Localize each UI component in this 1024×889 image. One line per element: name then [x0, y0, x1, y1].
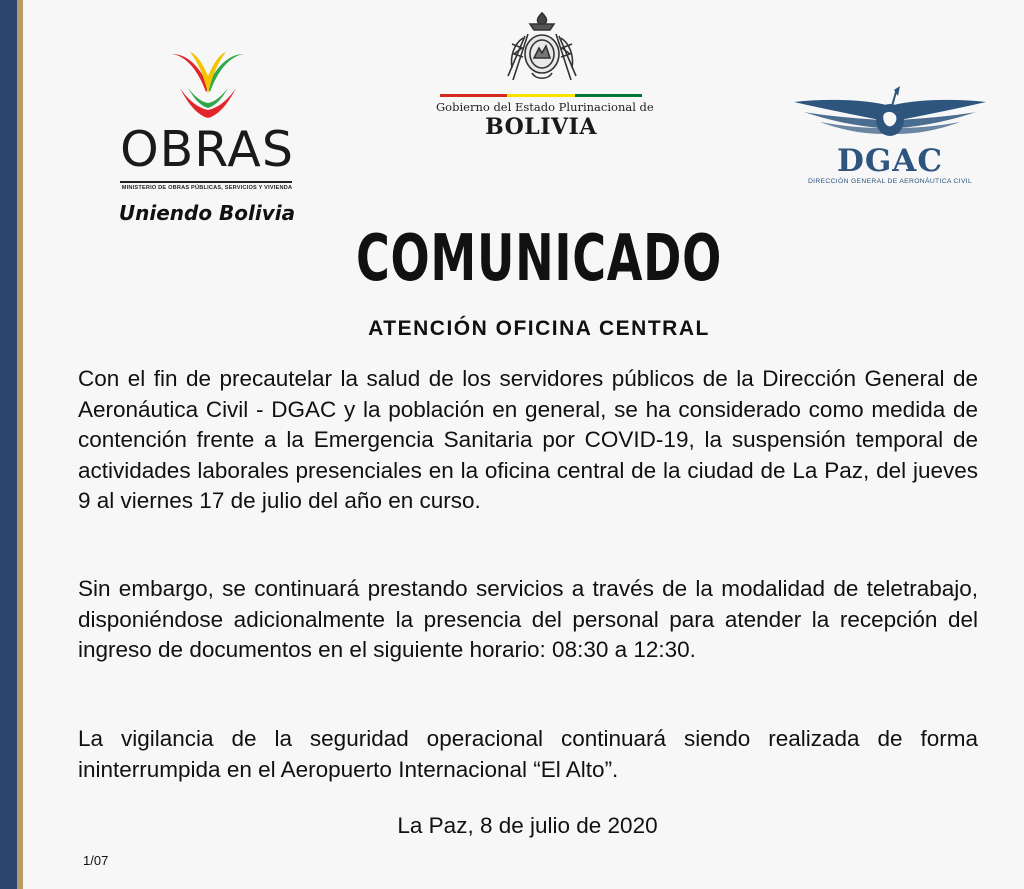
page-number: 1/07: [83, 853, 109, 868]
bolivia-wordmark: BOLIVIA: [485, 114, 597, 140]
dgac-full-name: DIRECCIÓN GENERAL DE AERONÁUTICA CIVIL: [807, 178, 973, 185]
wings-emblem-icon: [790, 86, 990, 148]
left-edge-navy-stripe: [0, 0, 17, 889]
paragraph-2: Sin embargo, se continuará prestando servicios a través de la modalidad de teletrabajo, disponiéndose adicionalmente la presencia del personal para atender la recepción del ingreso de documentos en el siguiente horario: 08:30 a 12:30.: [78, 576, 978, 662]
obras-tagline: Uniendo Bolivia: [118, 201, 296, 225]
government-bolivia-logo: [436, 8, 654, 140]
obras-emblem-icon: [168, 48, 248, 120]
flag-red-stripe: [440, 94, 507, 97]
dgac-wordmark: DGAC: [836, 143, 944, 179]
left-edge-gold-stripe: [17, 0, 23, 889]
paragraph-3: La vigilancia de la seguridad operacional continuará siendo realizada de forma ininterrumpida en el Aeropuerto Internacional “El Alto”.: [78, 726, 978, 782]
bolivia-flag-bar: [440, 94, 642, 97]
obras-ministry-name: MINISTERIO DE OBRAS PÚBLICAS, SERVICIOS Y VIVIENDA: [121, 185, 293, 191]
flag-yellow-stripe: [507, 94, 574, 97]
coat-of-arms-icon: [504, 10, 580, 86]
document-subtitle: ATENCIÓN OFICINA CENTRAL: [368, 317, 710, 340]
flag-green-stripe: [575, 94, 642, 97]
obras-logo: [112, 48, 302, 226]
paragraph-1: Con el fin de precautelar la salud de los servidores públicos de la Dirección General de Aeronáutica Civil - DGAC y la población en general, se ha considerado como medida de contención frente a la Emergencia Sanitaria por COVID-19, la suspensión temporal de actividades laborales presenciales en la oficina central de la ciudad de La Paz, del jueves 9 al viernes 17 de julio del año en curso.: [78, 366, 978, 513]
date-line: La Paz, 8 de julio de 2020: [397, 813, 658, 838]
obras-divider: [120, 181, 292, 183]
obras-wordmark: OBRAS: [120, 121, 294, 178]
document-title: COMUNICADO: [355, 222, 723, 296]
dgac-logo: [790, 86, 990, 190]
government-line: Gobierno del Estado Plurinacional de: [436, 100, 654, 114]
